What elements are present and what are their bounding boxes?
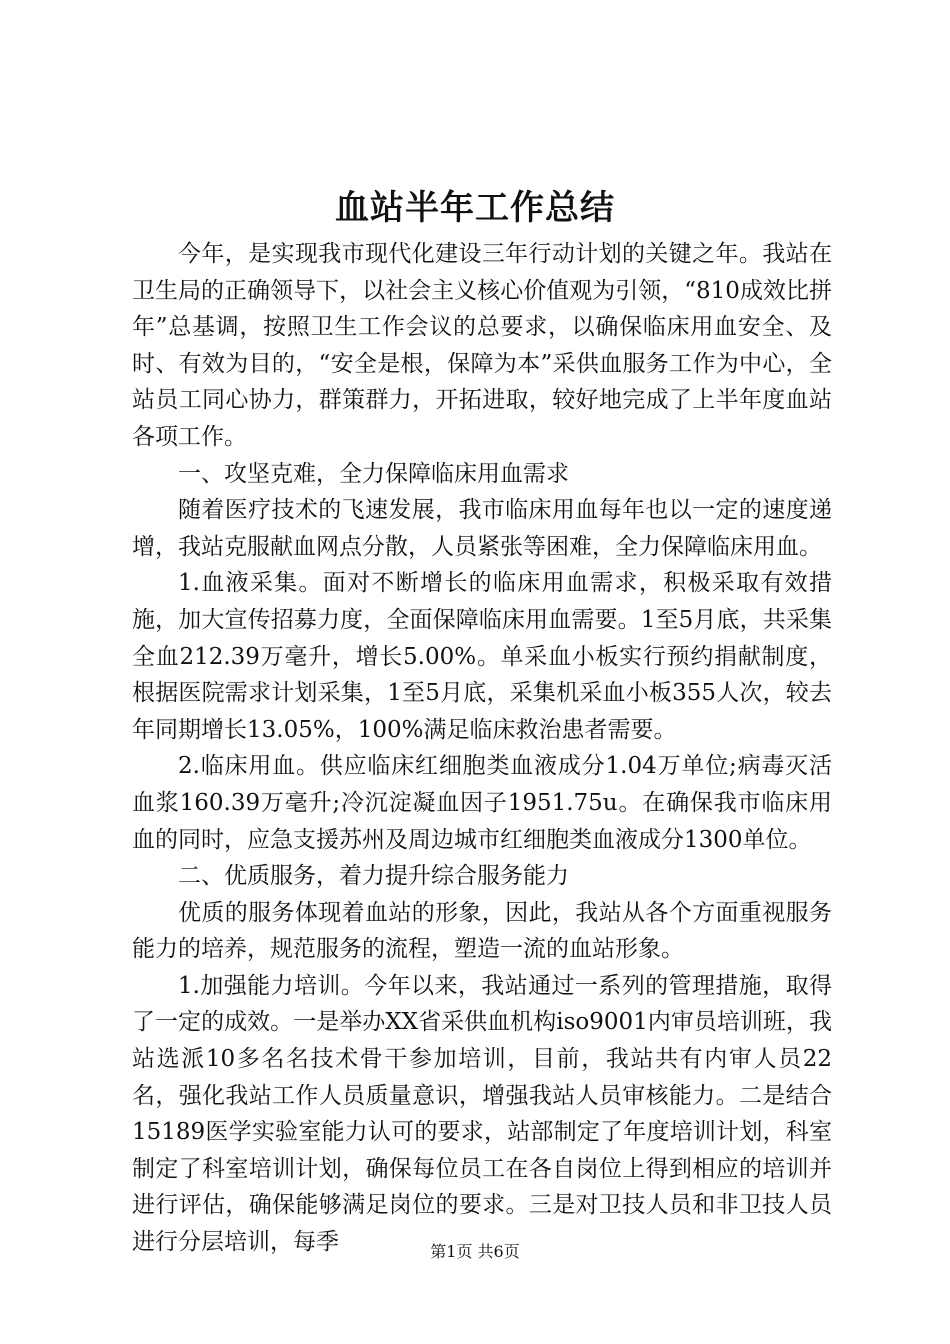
paragraph-clinical-use: 2.临床用血。供应临床红细胞类血液成分1.04万单位;病毒灭活血浆160.39万毫升;冷沉淀凝血因子1951.75u。在确保我市临床用血的同时，应急支援苏州及周边城市红细胞类血液成分1300单位。 bbox=[132, 753, 832, 853]
section-heading-2: 二、优质服务，着力提升综合服务能力 bbox=[178, 863, 569, 890]
document-title: 血站半年工作总结 bbox=[335, 188, 615, 228]
paragraph-intro: 今年，是实现我市现代化建设三年行动计划的关键之年。我站在卫生局的正确领导下，以社会主义核心价值观为引领，“810成效比拼年”总基调，按照卫生工作会议的总要求，以确保临床用血安全、及时、有效为目的，“安全是根，保障为本”采供血服务工作为中心，全站员工同心协力，群策群力，开拓进取，较好地完成了上半年度血站各项工作。 bbox=[132, 241, 832, 450]
page-footer: 第1页 共6页 bbox=[430, 1242, 520, 1261]
paragraph-training: 1.加强能力培训。今年以来，我站通过一系列的管理措施，取得了一定的成效。一是举办XX省采供血机构iso9001内审员培训班，我站选派10多名名技术骨干参加培训，目前，我站共有内审人员22名，强化我站工作人员质量意识，增强我站人员审核能力。二是结合15189医学实验室能力认可的要求，站部制定了年度培训计划，科室制定了科室培训计划，确保每位员工在各自岗位上得到相应的培训并进行评估，确保能够满足岗位的要求。三是对卫技人员和非卫技人员进行分层培训，每季 bbox=[132, 972, 832, 1256]
section-heading-1: 一、攻坚克难，全力保障临床用血需求 bbox=[178, 460, 569, 487]
paragraph-blood-collection: 1.血液采集。面对不断增长的临床用血需求，积极采取有效措施，加大宣传招募力度，全面保障临床用血需要。1至5月底，共采集全血212.39万毫升，增长5.00%。单采血小板实行预约捐献制度，根据医院需求计划采集，1至5月底，采集机采血小板355人次，较去年同期增长13.05%，100%满足临床救治患者需要。 bbox=[132, 570, 832, 743]
paragraph-section-1-intro: 随着医疗技术的飞速发展，我市临床用血每年也以一定的速度递增，我站克服献血网点分散，人员紧张等困难，全力保障临床用血。 bbox=[132, 497, 832, 560]
document-body bbox=[132, 236, 832, 1261]
paragraph-section-2-intro: 优质的服务体现着血站的形象，因此，我站从各个方面重视服务能力的培养，规范服务的流程，塑造一流的血站形象。 bbox=[132, 899, 832, 963]
